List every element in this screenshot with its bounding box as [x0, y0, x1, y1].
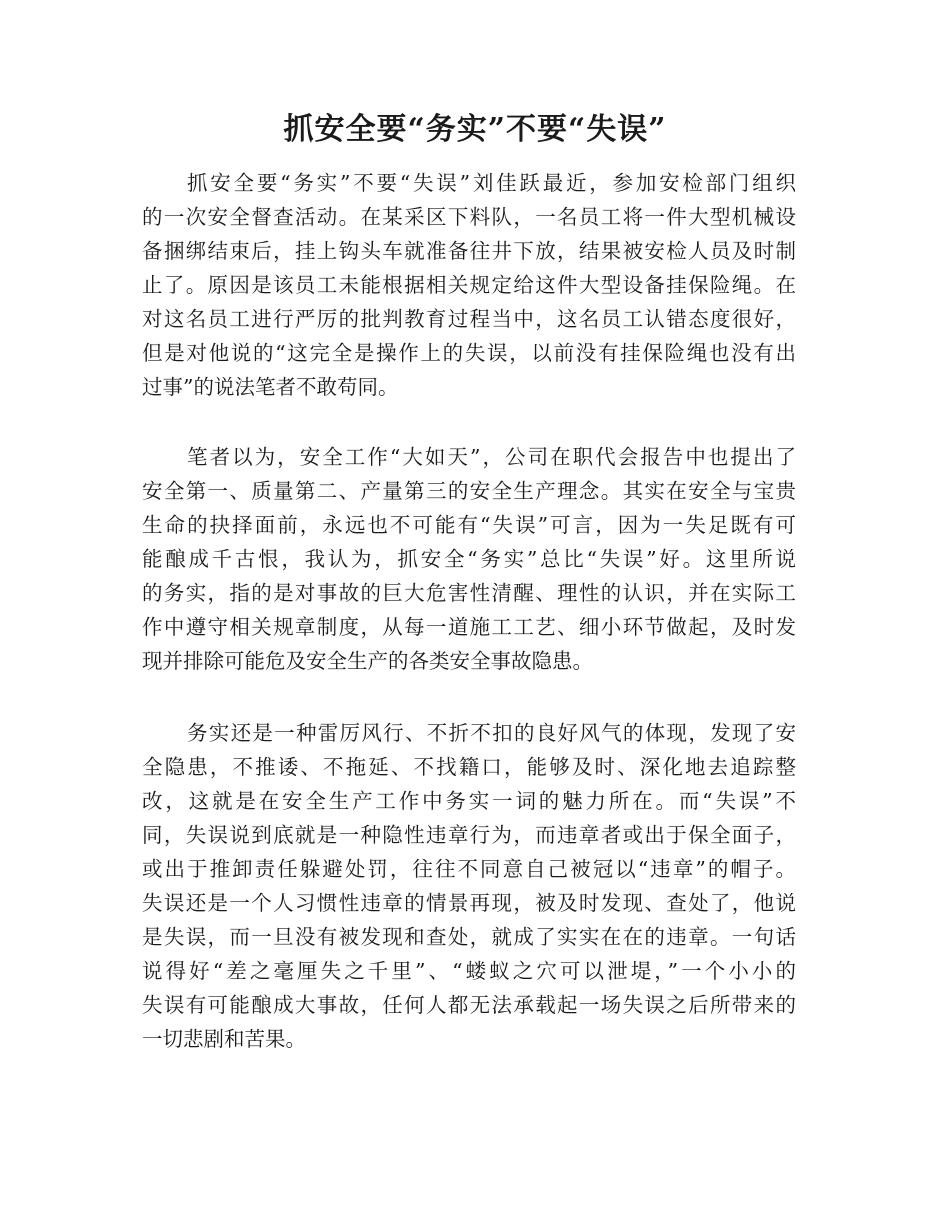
document-title: 抓安全要“务实”不要“失误” — [283, 112, 667, 147]
paragraph-line: 是失误，而一旦没有被发现和查处，就成了实实在在的违章。一句话 — [142, 925, 796, 949]
paragraph-line: 但是对他说的“这完全是操作上的失误，以前没有挂保险绳也没有出 — [142, 341, 796, 365]
paragraph-line: 的一次安全督查活动。在某采区下料队，一名员工将一件大型机械设 — [142, 205, 796, 229]
paragraph-line: 说得好“差之毫厘失之千里”、“蝼蚁之穴可以泄堤，”一个小小的 — [142, 959, 796, 983]
paragraph-line: 对这名员工进行严厉的批判教育过程当中，这名员工认错态度很好， — [142, 307, 796, 331]
paragraph-line: 备捆绑结束后，挂上钩头车就准备往井下放，结果被安检人员及时制 — [142, 239, 796, 263]
paragraph-line: 同，失误说到底就是一种隐性违章行为，而违章者或出于保全面子， — [142, 823, 796, 847]
paragraph-line: 笔者以为，安全工作“大如天”，公司在职代会报告中也提出了 — [187, 445, 796, 469]
paragraph-line: 务实还是一种雷厉风行、不折不扣的良好风气的体现，发现了安 — [187, 721, 796, 745]
paragraph-line: 生命的抉择面前，永远也不可能有“失误”可言，因为一失足既有可 — [142, 513, 796, 537]
paragraph-line: 抓安全要“务实”不要“失误”刘佳跃最近，参加安检部门组织 — [187, 171, 796, 195]
paragraph-line: 作中遵守相关规章制度，从每一道施工工艺、细小环节做起，及时发 — [142, 615, 796, 639]
paragraph-line: 改，这就是在安全生产工作中务实一词的魅力所在。而“失误”不 — [142, 789, 796, 813]
paragraph-1 — [142, 166, 796, 404]
paragraph-line: 全隐患，不推诿、不拖延、不找籍口，能够及时、深化地去追踪整 — [142, 755, 796, 779]
paragraph-line: 或出于推卸责任躲避处罚，往往不同意自己被冠以“违章”的帽子。 — [142, 857, 796, 881]
paragraph-line: 失误有可能酿成大事故，任何人都无法承载起一场失误之后所带来的 — [142, 993, 796, 1017]
paragraph-line: 的务实，指的是对事故的巨大危害性清醒、理性的认识，并在实际工 — [142, 581, 796, 605]
paragraph-line: 过事”的说法笔者不敢苟同。 — [142, 375, 399, 399]
paragraph-2 — [142, 440, 796, 678]
paragraph-line: 止了。原因是该员工未能根据相关规定给这件大型设备挂保险绳。在 — [142, 273, 796, 297]
paragraph-3 — [142, 716, 796, 1056]
paragraph-line: 一切悲剧和苦果。 — [142, 1027, 306, 1051]
paragraph-line: 失误还是一个人习惯性违章的情景再现，被及时发现、查处了，他说 — [142, 891, 796, 915]
paragraph-line: 安全第一、质量第二、产量第三的安全生产理念。其实在安全与宝贵 — [142, 479, 796, 503]
paragraph-line: 现并排除可能危及安全生产的各类安全事故隐患。 — [142, 649, 593, 673]
paragraph-line: 能酿成千古恨，我认为，抓安全“务实”总比“失误”好。这里所说 — [142, 547, 796, 571]
